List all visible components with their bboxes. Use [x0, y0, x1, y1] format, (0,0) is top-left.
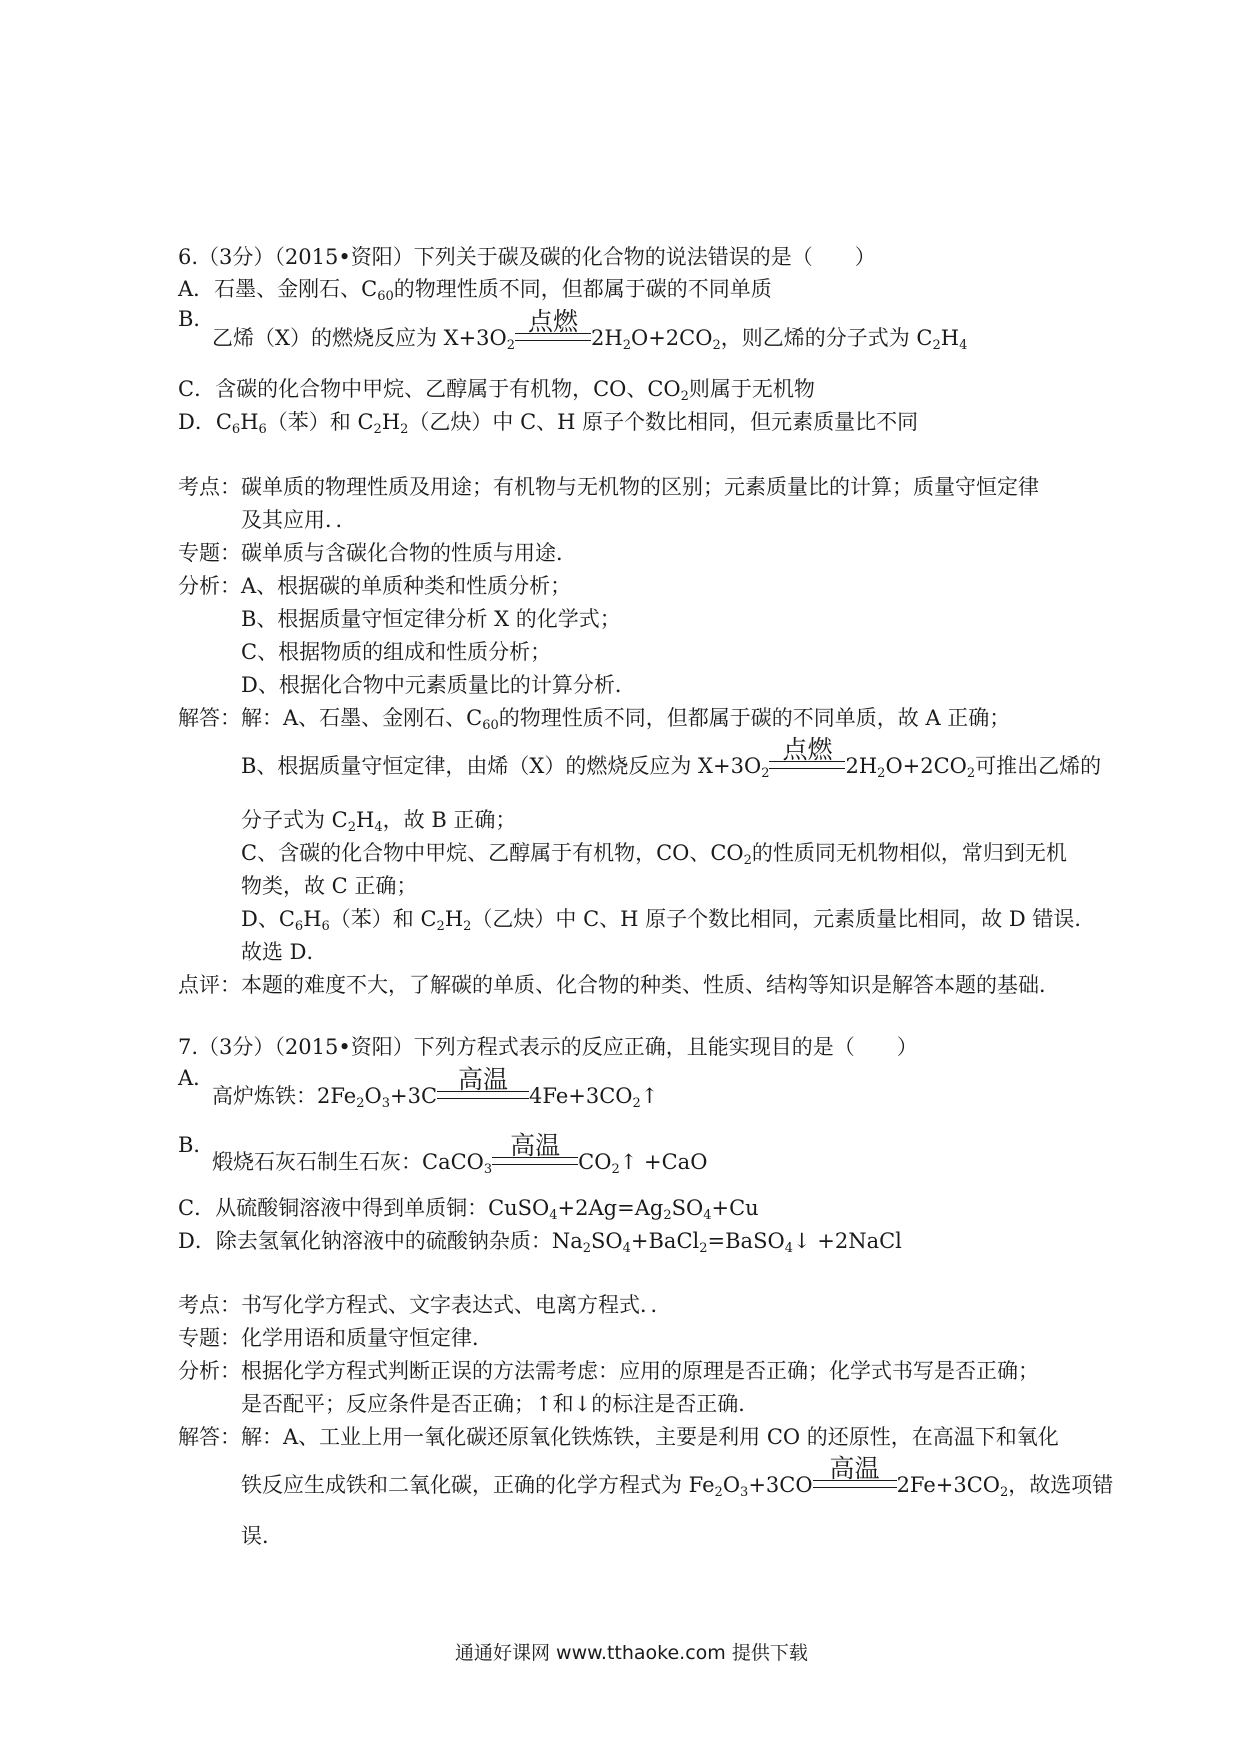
- q6-zhuanti: 专题：碳单质与含碳化合物的性质与用途．: [178, 541, 577, 565]
- q7-stem: 7.（3分）（2015•资阳）下列方程式表示的反应正确，且能实现目的是（ ）: [178, 1035, 918, 1059]
- q7-option-b-mark: B．: [178, 1133, 215, 1157]
- q6-option-c: C．含碳的化合物中甲烷、乙醇属于有机物，CO、$CO_2$则属于无机物: [178, 377, 815, 404]
- q7-option-b: 煅烧石灰石制生石灰：CaCO$_3$ 高温 $CO_2↑ +CaO$: [212, 1131, 708, 1177]
- q7-jieda: 解答：解：A、工业上用一氧化碳还原氧化铁炼铁，主要是利用 CO 的还原性，在高温下和氧化: [178, 1425, 1059, 1449]
- q6-fenxi: 分析：A、根据碳的单质种类和性质分析；: [178, 574, 572, 598]
- q7-jieda-cont: 铁反应生成铁和二氧化碳，正确的化学方程式为 $Fe_2O_3+3CO$ 高温 $2Fe+3CO_2$，故选项错: [241, 1454, 1114, 1500]
- q7-fenxi-cont: 是否配平；反应条件是否正确；↑和↓的标注是否正确．: [241, 1392, 760, 1416]
- q7-jieda-end: 误．: [241, 1524, 283, 1548]
- q7-fenxi: 分析：根据化学方程式判断正误的方法需考虑：应用的原理是否正确；化学式书写是否正确；: [178, 1359, 1039, 1383]
- reaction-condition: 高温: [813, 1475, 897, 1496]
- q6-option-a: A．石墨、金刚石、$C_{60}$的物理性质不同，但都属于碳的不同单质: [178, 277, 772, 304]
- q7-option-d: D．除去氢氧化钠溶液中的硫酸钠杂质：$Na_2SO_4+BaCl_2=BaSO_4↓$ +2NaCl: [178, 1229, 902, 1256]
- q6-fenxi-b: B、根据质量守恒定律分析 X 的化学式；: [241, 607, 621, 631]
- q7-option-c: C．从硫酸铜溶液中得到单质铜：$CuSO_4+2Ag=Ag_2SO_4+Cu$: [178, 1196, 759, 1223]
- q6-dianping: 点评：本题的难度不大，了解碳的单质、化合物的种类、性质、结构等知识是解答本题的基础．: [178, 973, 1060, 997]
- q6-jieda-d: D、$C_6H_6$（苯）和 $C_2H_2$（乙炔）中 C、H 原子个数比相同，元素质量比相同，故 D 错误．: [241, 907, 1096, 934]
- reaction-condition: 高温: [492, 1152, 578, 1173]
- q6-kaodian-cont: 及其应用．．: [241, 508, 357, 532]
- q6-stem: 6.（3分）（2015•资阳）下列关于碳及碳的化合物的说法错误的是（ ）: [178, 245, 876, 269]
- q6-guxuan: 故选 D．: [241, 940, 328, 964]
- q6-fenxi-c: C、根据物质的组成和性质分析；: [241, 640, 552, 664]
- q6-kaodian: 考点：碳单质的物理性质及用途；有机物与无机物的区别；元素质量比的计算；质量守恒定律: [178, 475, 1039, 499]
- q6-jieda-b-cont: 分子式为 $C_2H_4$，故 B 正确；: [241, 808, 517, 835]
- page-footer: 通通好课网 www.tthaoke.com 提供下载: [455, 1642, 808, 1664]
- reaction-condition: 点燃: [515, 328, 591, 349]
- q6-jieda-b: B、根据质量守恒定律，由烯（X）的燃烧反应为 $X+3O_2$ 点燃 $2H_2O+2CO_2$可推出乙烯的: [241, 735, 1102, 781]
- q6-jieda-c-cont: 物类，故 C 正确；: [241, 874, 418, 898]
- q6-fenxi-d: D、根据化合物中元素质量比的计算分析．: [241, 673, 636, 697]
- q7-option-a: 高炉炼铁：$2Fe_2O_3+3C$ 高温 $4Fe+3CO_2↑$: [212, 1065, 659, 1111]
- q7-kaodian: 考点：书写化学方程式、文字表达式、电离方程式．．: [178, 1293, 672, 1317]
- q7-option-a-mark: A．: [178, 1066, 215, 1090]
- q6-jieda-c: C、含碳的化合物中甲烷、乙醇属于有机物，CO、$CO_2$的性质同无机物相似，常归到无机: [241, 841, 1067, 868]
- q6-option-b: 乙烯（X）的燃烧反应为 $X+3O_2$ 点燃 $2H_2O+2CO_2$，则乙烯的分子式为 $C_2H_4$: [212, 307, 968, 353]
- q6-option-b-mark: B．: [178, 307, 215, 331]
- q6-option-d: D．$C_6H_6$（苯）和 $C_2H_2$（乙炔）中 C、H 原子个数比相同，但元素质量比不同: [178, 410, 919, 437]
- q6-jieda-a: 解答：解：A、石墨、金刚石、$C_{60}$的物理性质不同，但都属于碳的不同单质，故 A 正确；: [178, 706, 1011, 733]
- q7-zhuanti: 专题：化学用语和质量守恒定律．: [178, 1326, 493, 1350]
- reaction-condition: 点燃: [769, 756, 845, 777]
- reaction-condition: 高温: [437, 1086, 529, 1107]
